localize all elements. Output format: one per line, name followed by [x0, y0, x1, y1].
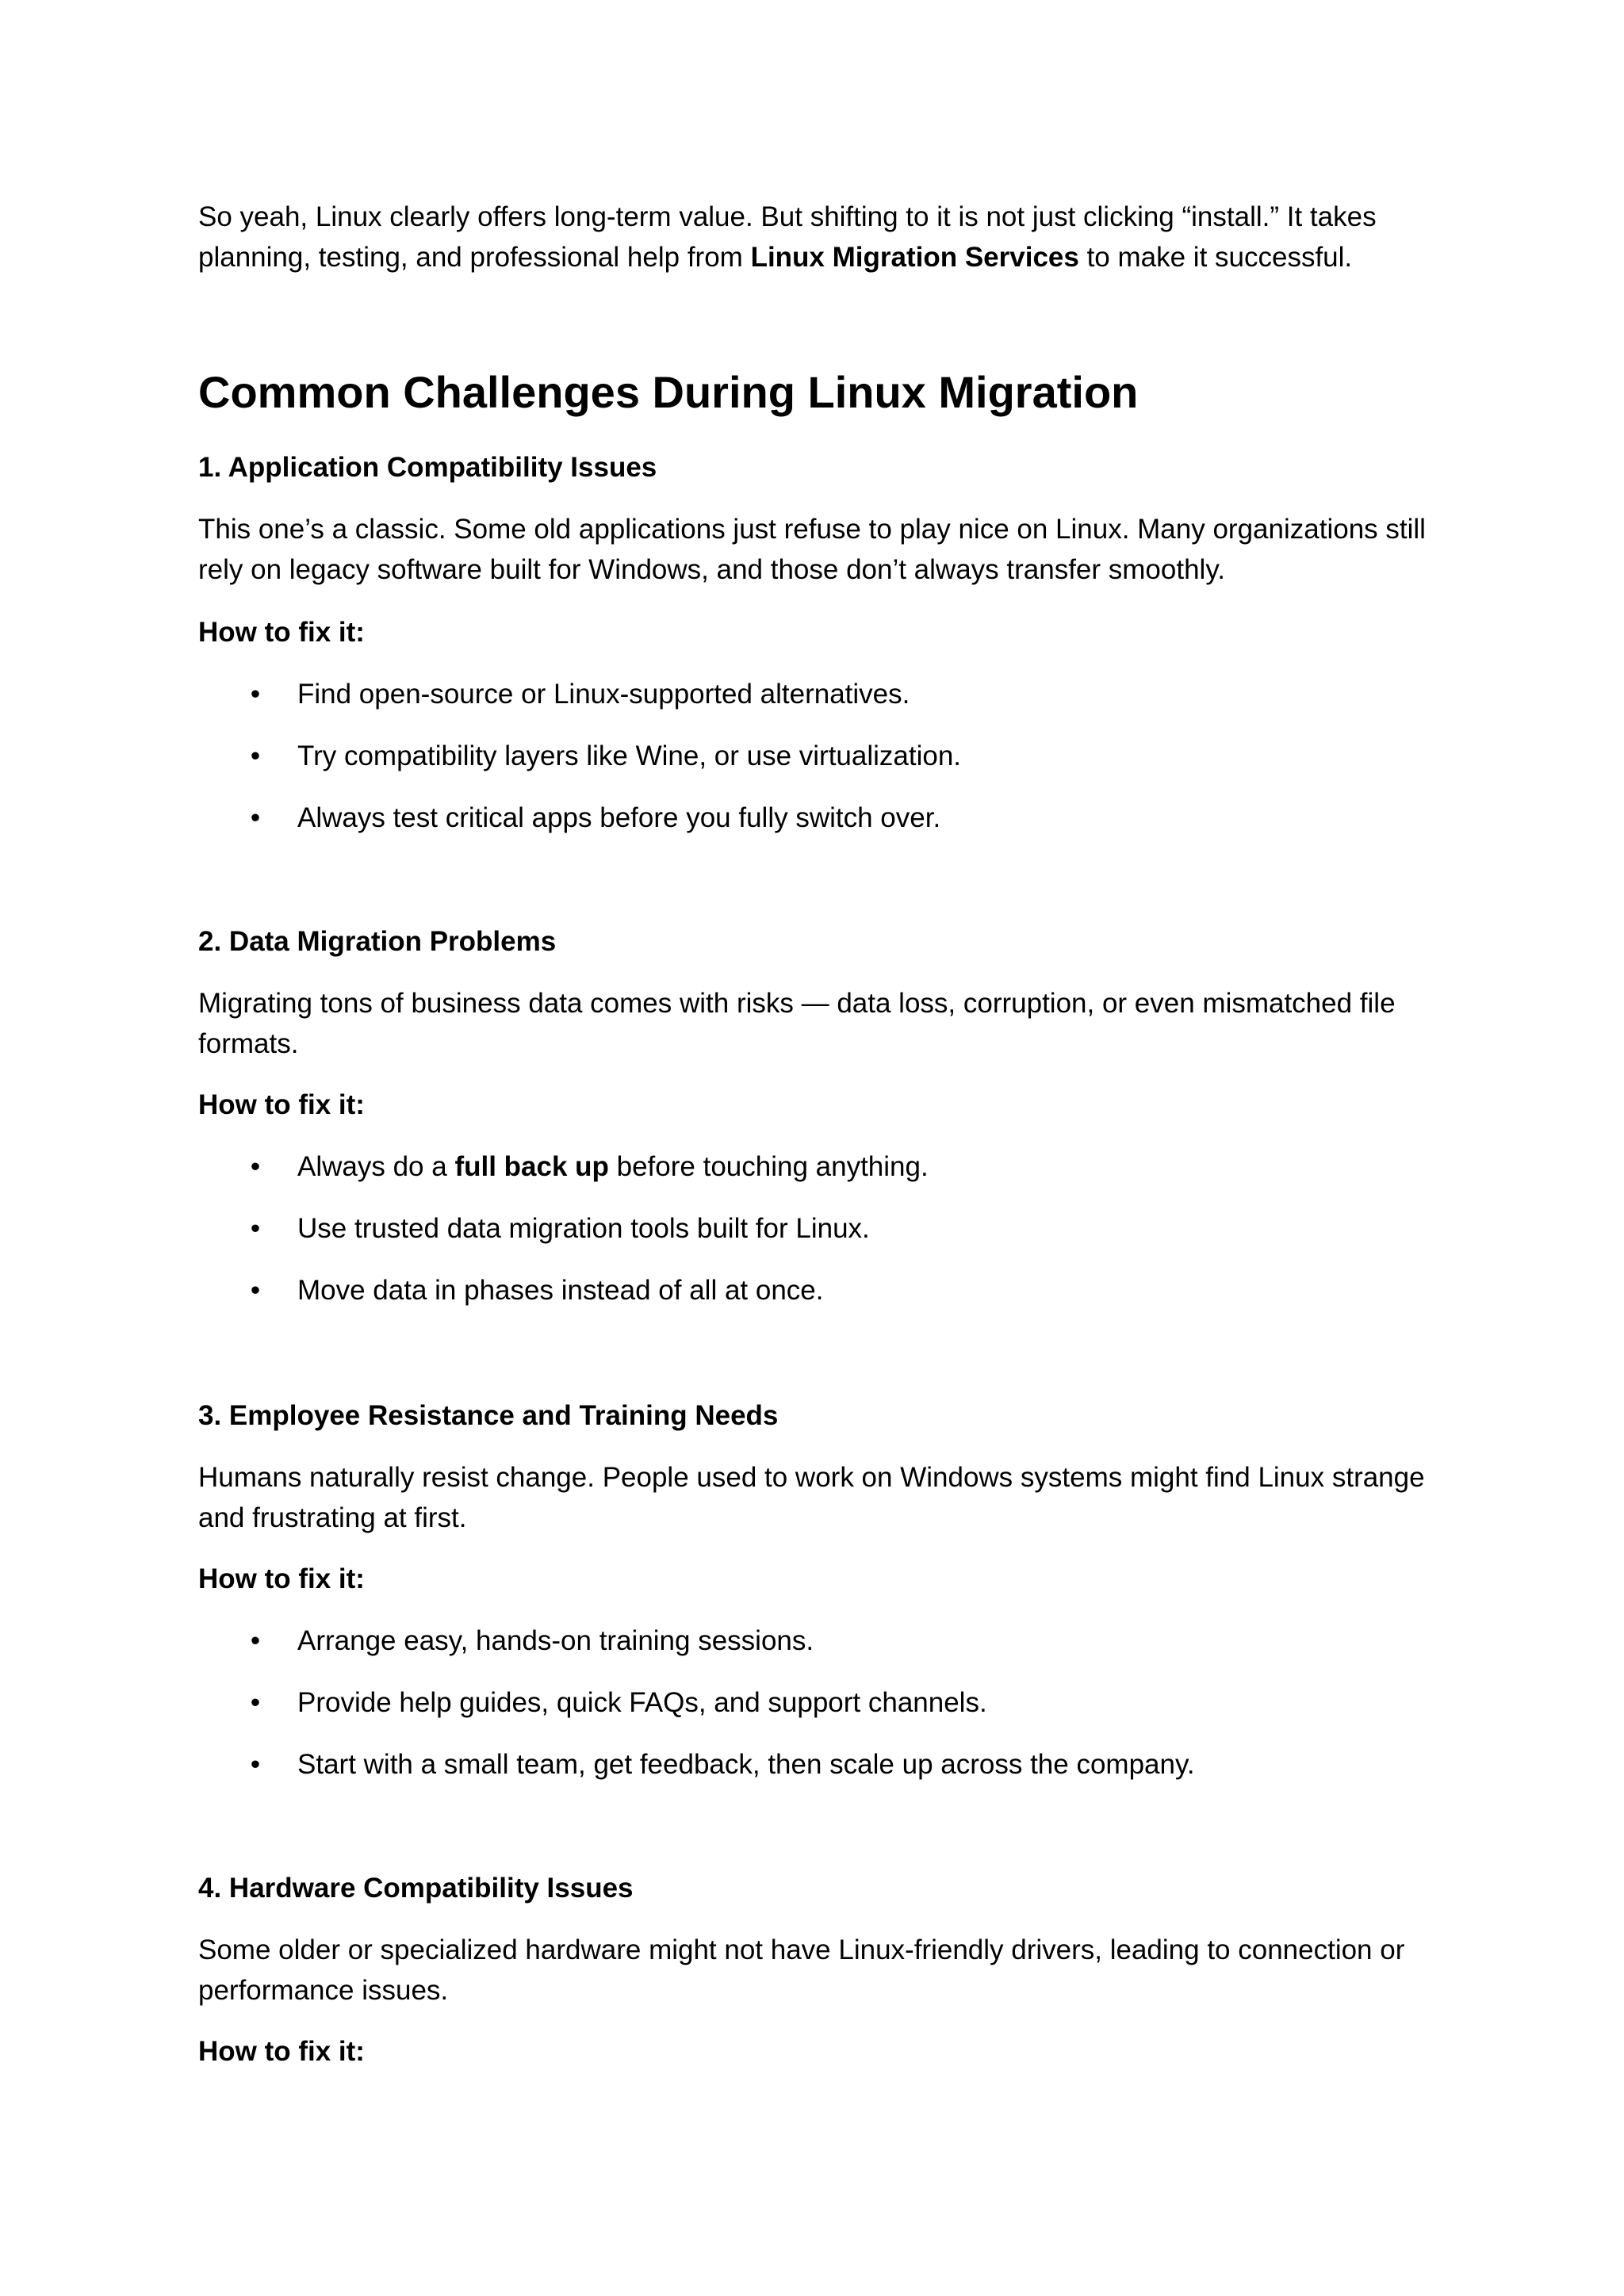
intro-line-1: So yeah, Linux clearly offers long-term value. But shifting to it is not just clicking “install.” It takes: [198, 201, 1377, 232]
list-item-text: Provide help guides, quick FAQs, and support channels.: [297, 1687, 987, 1718]
intro-bold-term: Linux Migration Services: [750, 242, 1079, 273]
list-item-text-prefix: Always do a: [297, 1151, 455, 1182]
bullet-icon: •: [250, 679, 261, 710]
list-item-text: Arrange easy, hands-on training sessions.: [297, 1625, 814, 1656]
bullet-icon: •: [250, 1213, 261, 1244]
intro-line-2-suffix: to make it successful.: [1078, 242, 1353, 273]
list-item-text: Try compatibility layers like Wine, or use virtualization.: [297, 740, 962, 771]
list-item-text: Start with a small team, get feedback, then scale up across the company.: [297, 1749, 1195, 1780]
section-4-title: 4. Hardware Compatibility Issues: [198, 1873, 634, 1904]
list-item-text: [297, 1146, 1435, 1187]
section-1-title: 1. Application Compatibility Issues: [198, 452, 657, 483]
bullet-icon: •: [250, 802, 261, 833]
list-item-text: Always test critical apps before you fully switch over.: [297, 802, 941, 833]
section-2-body: [198, 983, 1435, 1064]
list-item-text: Find open-source or Linux-supported alternatives.: [297, 679, 910, 710]
intro-line-2-prefix: planning, testing, and professional help from: [198, 242, 751, 273]
section-4-body-line-2: performance issues.: [198, 1975, 449, 2006]
list-item-text: Use trusted data migration tools built for Linux.: [297, 1213, 870, 1244]
bullet-icon: •: [250, 1151, 261, 1182]
section-4-body-line-1: Some older or specialized hardware might not have Linux-friendly drivers, leading to connection or: [198, 1934, 1405, 1965]
list-item-text-suffix: before touching anything.: [608, 1151, 929, 1182]
bullet-icon: •: [250, 1687, 261, 1718]
section-2-fix-label: How to fix it:: [198, 1089, 365, 1120]
section-4-fix-label: How to fix it:: [198, 2036, 365, 2067]
section-1-fix-label: How to fix it:: [198, 617, 365, 648]
bullet-icon: •: [250, 1625, 261, 1656]
bullet-icon: •: [250, 1749, 261, 1780]
section-3-body-line-2: and frustrating at first.: [198, 1502, 467, 1533]
section-2-title: 2. Data Migration Problems: [198, 926, 557, 957]
section-3-body-line-1: Humans naturally resist change. People used to work on Windows systems might find Linux strange: [198, 1462, 1425, 1493]
section-2-body-line-1: Migrating tons of business data comes with risks — data loss, corruption, or even mismatched file: [198, 988, 1396, 1019]
section-1-body-line-1: This one’s a classic. Some old applications just refuse to play nice on Linux. Many organizations still: [198, 514, 1426, 545]
list-item-bold-term: full back up: [454, 1151, 609, 1182]
section-4-body: [198, 1930, 1435, 2011]
page-heading: Common Challenges During Linux Migration: [198, 367, 1139, 417]
bullet-icon: •: [250, 740, 261, 771]
section-3-body: [198, 1457, 1435, 1538]
intro-paragraph: [198, 197, 1435, 277]
section-3-title: 3. Employee Resistance and Training Needs: [198, 1400, 779, 1431]
list-item-text: Move data in phases instead of all at once.: [297, 1275, 824, 1306]
section-2-body-line-2: formats.: [198, 1028, 299, 1059]
section-3-fix-label: How to fix it:: [198, 1563, 365, 1594]
bullet-icon: •: [250, 1275, 261, 1306]
section-1-body-line-2: rely on legacy software built for Windows, and those don’t always transfer smoothly.: [198, 554, 1225, 585]
section-1-body: [198, 509, 1435, 590]
